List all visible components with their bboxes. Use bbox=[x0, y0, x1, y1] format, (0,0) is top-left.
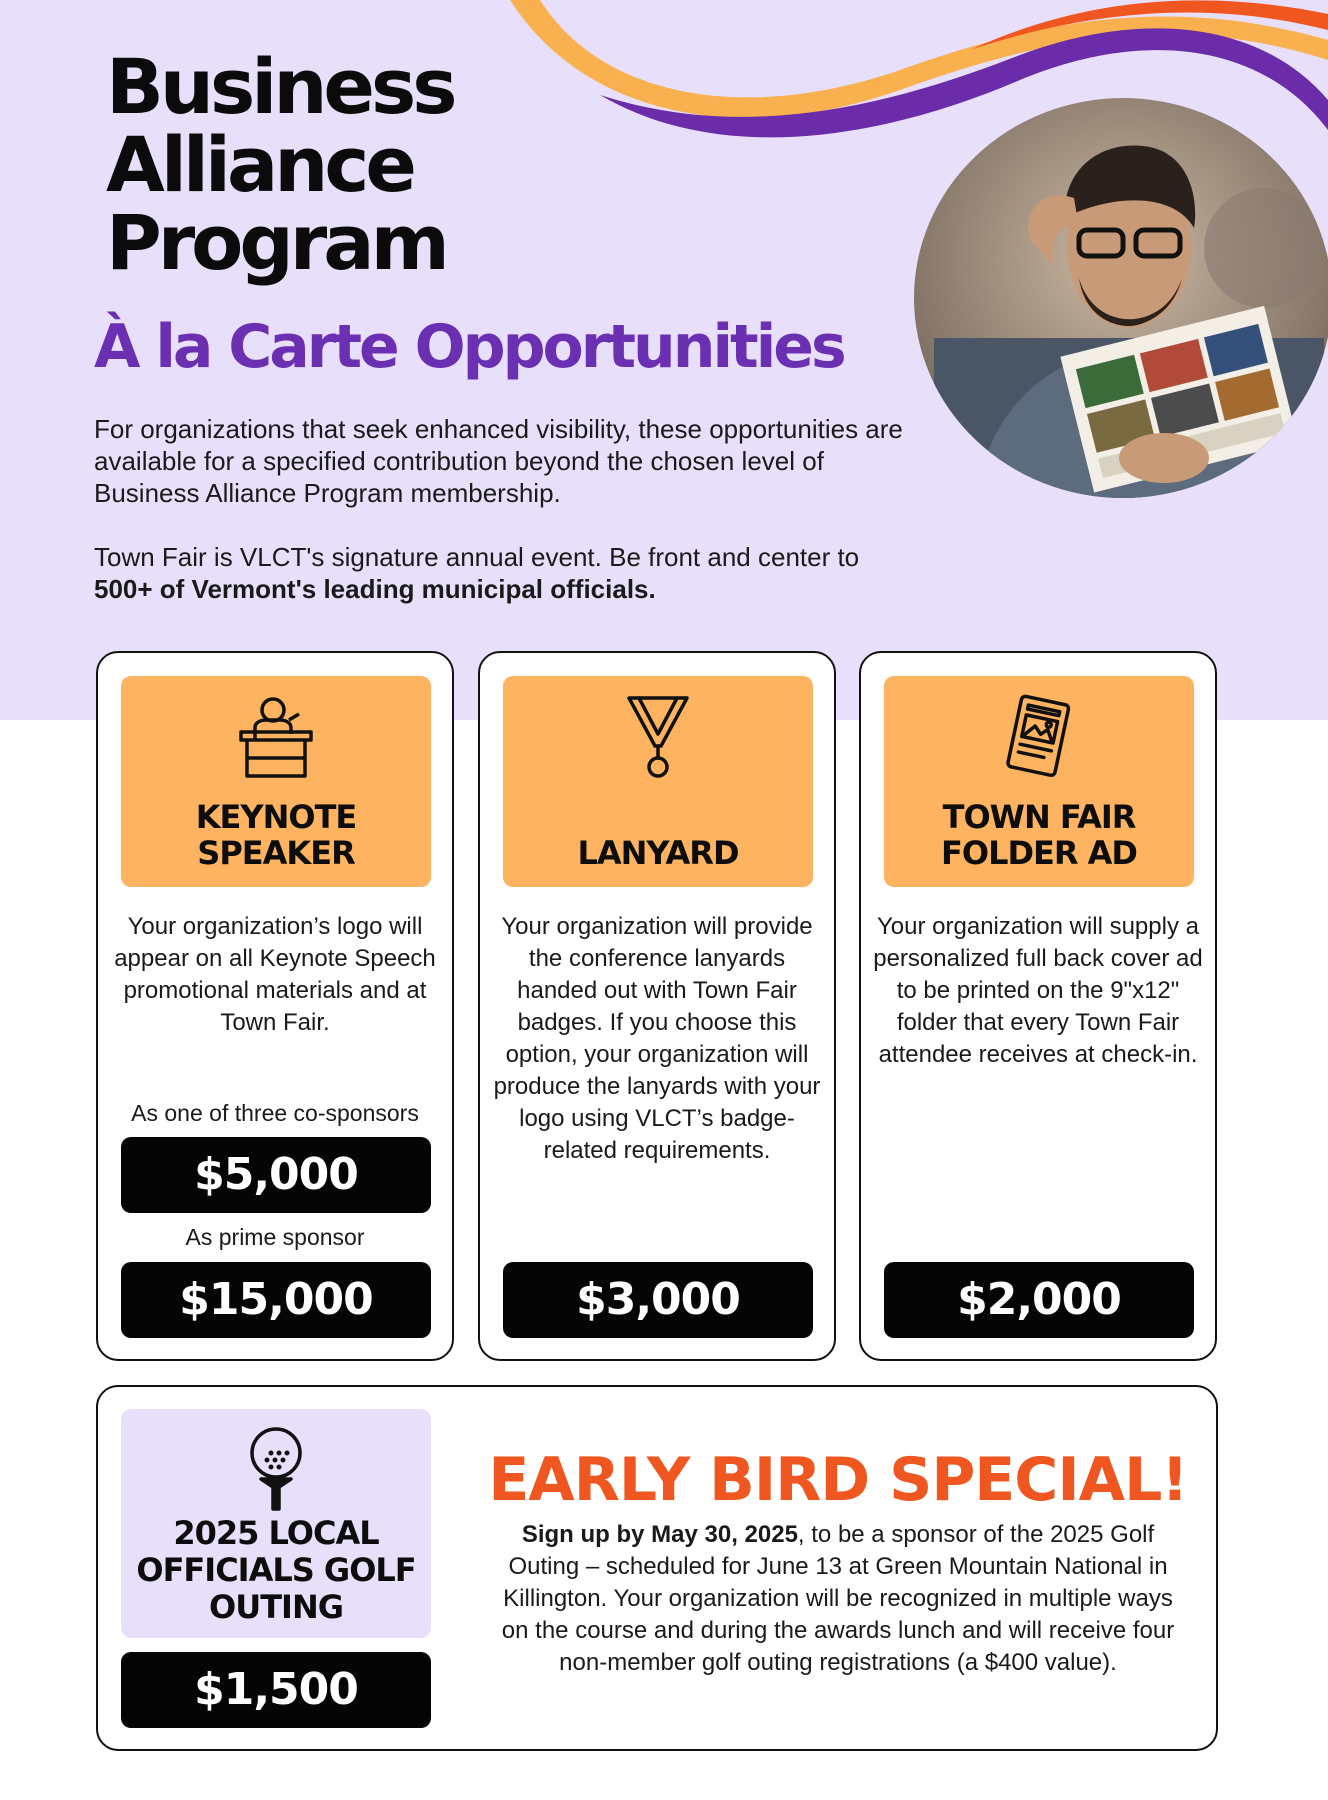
card-description: Your organization will provide the conference lanyards handed out with Town Fair badges. If you choose this option, your organization will produce the lanyards with your logo using VLCT’s badge-related requirements. bbox=[493, 913, 821, 1164]
golf-card-header bbox=[121, 1409, 431, 1638]
page-subtitle: À la Carte Opportunities bbox=[94, 312, 844, 382]
card-description: Your organization’s logo will appear on all Keynote Speech promotional materials and at Town Fair. bbox=[114, 913, 436, 1036]
intro-paragraph-1: For organizations that seek enhanced visibility, these opportunities are available for a specified contribution beyond the chosen level of Business Alliance Program membership. bbox=[94, 414, 903, 508]
title-line: Business bbox=[106, 42, 454, 131]
folder-ad-price: $2,000 bbox=[884, 1262, 1194, 1338]
intro-paragraph-2-bold: 500+ of Vermont's leading municipal officials. bbox=[94, 574, 656, 604]
attendee-photo-illustration bbox=[914, 98, 1328, 498]
intro-paragraph-2 bbox=[94, 541, 914, 605]
prime-sponsor-price: $15,000 bbox=[121, 1262, 431, 1338]
program-title bbox=[106, 42, 454, 287]
title-line: Program bbox=[106, 198, 446, 287]
card-description: Your organization will supply a personalized full back cover ad to be printed on the 9"x12" folder that every Town Fair attendee receives at check-in. bbox=[873, 913, 1203, 1068]
keynote-speaker-card bbox=[96, 651, 454, 1361]
early-bird-text bbox=[498, 1519, 1178, 1679]
card-title-line: SPEAKER bbox=[197, 834, 355, 872]
early-bird-deadline: Sign up by May 30, 2025 bbox=[521, 1521, 798, 1548]
card-title-line: FOLDER AD bbox=[941, 834, 1137, 872]
early-bird-details: , to be a sponsor of the 2025 Golf Outing – scheduled for June 13 at Green Mountain National in Killington. Your organization will be recognized in multiple ways on the course and during the awards lunch and will receive four non-member golf outing registrations (a $400 value). bbox=[501, 1521, 1175, 1676]
card-header bbox=[121, 676, 431, 887]
golf-ball-tee-icon bbox=[241, 1423, 311, 1513]
golf-price: $1,500 bbox=[121, 1652, 431, 1728]
card-title-line: TOWN FAIR bbox=[942, 798, 1136, 836]
lanyard-price: $3,000 bbox=[503, 1262, 813, 1338]
lanyard-card bbox=[478, 651, 836, 1361]
title-line: Alliance bbox=[106, 120, 413, 209]
lanyard-icon bbox=[615, 694, 701, 780]
folder-ad-card bbox=[859, 651, 1217, 1361]
card-title-line: KEYNOTE bbox=[195, 798, 357, 836]
card-header bbox=[884, 676, 1194, 887]
card-title: LANYARD bbox=[577, 834, 739, 872]
co-sponsor-price: $5,000 bbox=[121, 1137, 431, 1213]
intro-paragraph-2-text: Town Fair is VLCT's signature annual event. Be front and center to bbox=[94, 542, 860, 572]
folder-ad-icon bbox=[996, 694, 1082, 780]
golf-title bbox=[121, 1515, 431, 1626]
prime-sponsor-note: As prime sponsor bbox=[185, 1224, 365, 1250]
card-title bbox=[121, 799, 431, 871]
card-header bbox=[503, 676, 813, 887]
intro-text bbox=[94, 413, 914, 605]
card-title bbox=[884, 799, 1194, 871]
attendee-photo bbox=[914, 98, 1328, 498]
co-sponsor-note: As one of three co-sponsors bbox=[131, 1100, 419, 1126]
golf-outing-card bbox=[96, 1385, 1218, 1751]
golf-title-line: 2025 LOCAL bbox=[173, 1514, 379, 1552]
early-bird-title: EARLY BIRD SPECIAL! bbox=[488, 1445, 1188, 1515]
golf-title-line: OFFICIALS GOLF bbox=[136, 1551, 416, 1589]
speaker-podium-icon bbox=[233, 694, 319, 780]
golf-title-line: OUTING bbox=[209, 1588, 343, 1626]
